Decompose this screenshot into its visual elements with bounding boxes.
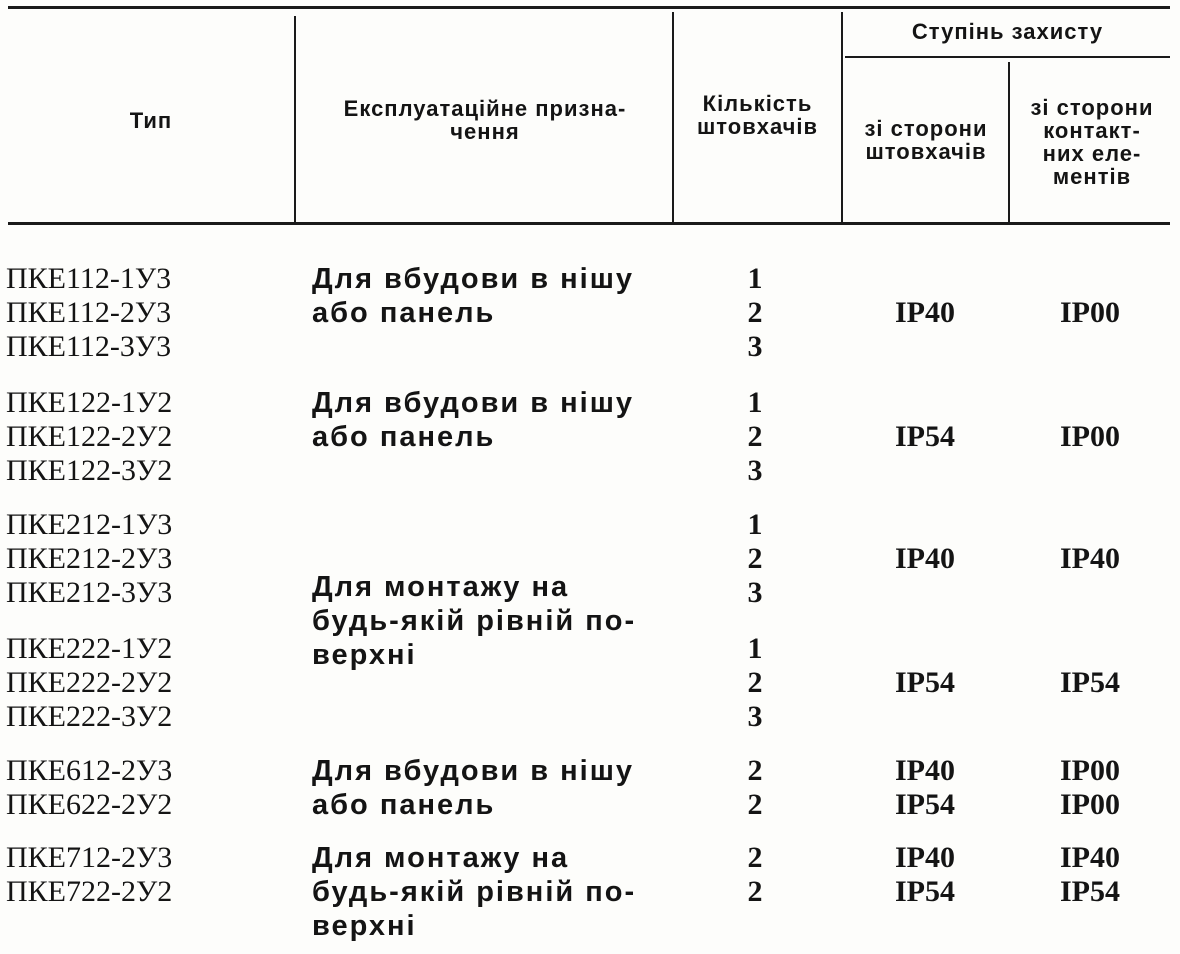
header-protection-contact: зі сторони контакт- них еле- ментів	[1030, 95, 1154, 189]
row-6-ip-plug: IP40 IP54	[895, 841, 955, 908]
row-4-types	[6, 632, 296, 734]
type-code: ПКЕ622-2У2	[6, 788, 173, 821]
row-1-ip-contact: IP00	[1060, 296, 1120, 329]
row-5-types	[6, 754, 296, 822]
column-divider-type	[294, 16, 296, 224]
row-3-types	[6, 508, 296, 610]
row-2-purpose: Для вбудови в нішу або панель	[312, 387, 635, 453]
row-1-counts: 1 2 3	[747, 262, 763, 363]
column-divider-protection	[1008, 62, 1010, 222]
type-code: ПКЕ122-1У2	[6, 386, 173, 419]
type-code: ПКЕ112-1У3	[6, 262, 172, 295]
row-4-ip-plug: IP54	[895, 666, 955, 699]
type-code: ПКЕ212-2У3	[6, 542, 173, 575]
type-code: ПКЕ112-2У3	[6, 296, 172, 329]
row-4-ip-contact: IP54	[1060, 666, 1120, 699]
row-5-purpose: Для вбудови в нішу або панель	[312, 755, 635, 821]
row-2-ip-plug: IP54	[895, 420, 955, 453]
header-purpose: Експлуатаційне призна- чення	[343, 96, 627, 144]
type-code: ПКЕ222-2У2	[6, 666, 173, 699]
type-code: ПКЕ112-3У3	[6, 330, 172, 363]
type-code: ПКЕ212-1У3	[6, 508, 173, 541]
row-3-counts: 1 2 3	[747, 508, 763, 609]
row-5-counts: 2 2	[747, 754, 763, 821]
row-5-ip-plug: IP40 IP54	[895, 754, 955, 821]
header-bottom-rule	[8, 222, 1170, 225]
protection-subheader-rule	[845, 56, 1170, 58]
row-1-ip-plug: IP40	[895, 296, 955, 329]
type-code: ПКЕ222-3У2	[6, 700, 173, 733]
row-1-purpose: Для вбудови в нішу або панель	[312, 263, 635, 329]
header-protection-plug: зі сторони штовхачів	[864, 116, 988, 164]
table-top-rule	[8, 6, 1170, 9]
header-type: Тип	[129, 107, 173, 133]
header-protection: Ступінь захисту	[911, 18, 1104, 44]
row-6-ip-contact: IP40 IP54	[1060, 841, 1120, 908]
row-4-counts: 1 2 3	[747, 632, 763, 733]
rows-3-4-purpose: Для монтажу на будь-якій рівній по- верхні	[312, 571, 637, 671]
column-divider-purpose	[672, 12, 674, 222]
type-code: ПКЕ612-2У3	[6, 754, 173, 787]
row-6-counts: 2 2	[747, 841, 763, 908]
row-6-purpose: Для монтажу на будь-якій рівній по- верхні	[312, 842, 637, 942]
type-code: ПКЕ712-2У3	[6, 841, 173, 874]
row-2-ip-contact: IP00	[1060, 420, 1120, 453]
row-2-counts: 1 2 3	[747, 386, 763, 487]
row-3-ip-plug: IP40	[895, 542, 955, 575]
row-2-types	[6, 386, 296, 488]
row-5-ip-contact: IP00 IP00	[1060, 754, 1120, 821]
type-code: ПКЕ122-2У2	[6, 420, 173, 453]
type-code: ПКЕ722-2У2	[6, 875, 173, 908]
row-3-ip-contact: IP40	[1060, 542, 1120, 575]
header-count: Кількість штовхачів	[696, 91, 819, 139]
type-code: ПКЕ222-1У2	[6, 632, 173, 665]
type-code: ПКЕ122-3У2	[6, 454, 173, 487]
column-divider-count	[841, 12, 843, 222]
row-1-types	[6, 262, 296, 364]
type-code: ПКЕ212-3У3	[6, 576, 173, 609]
row-6-types	[6, 841, 296, 909]
